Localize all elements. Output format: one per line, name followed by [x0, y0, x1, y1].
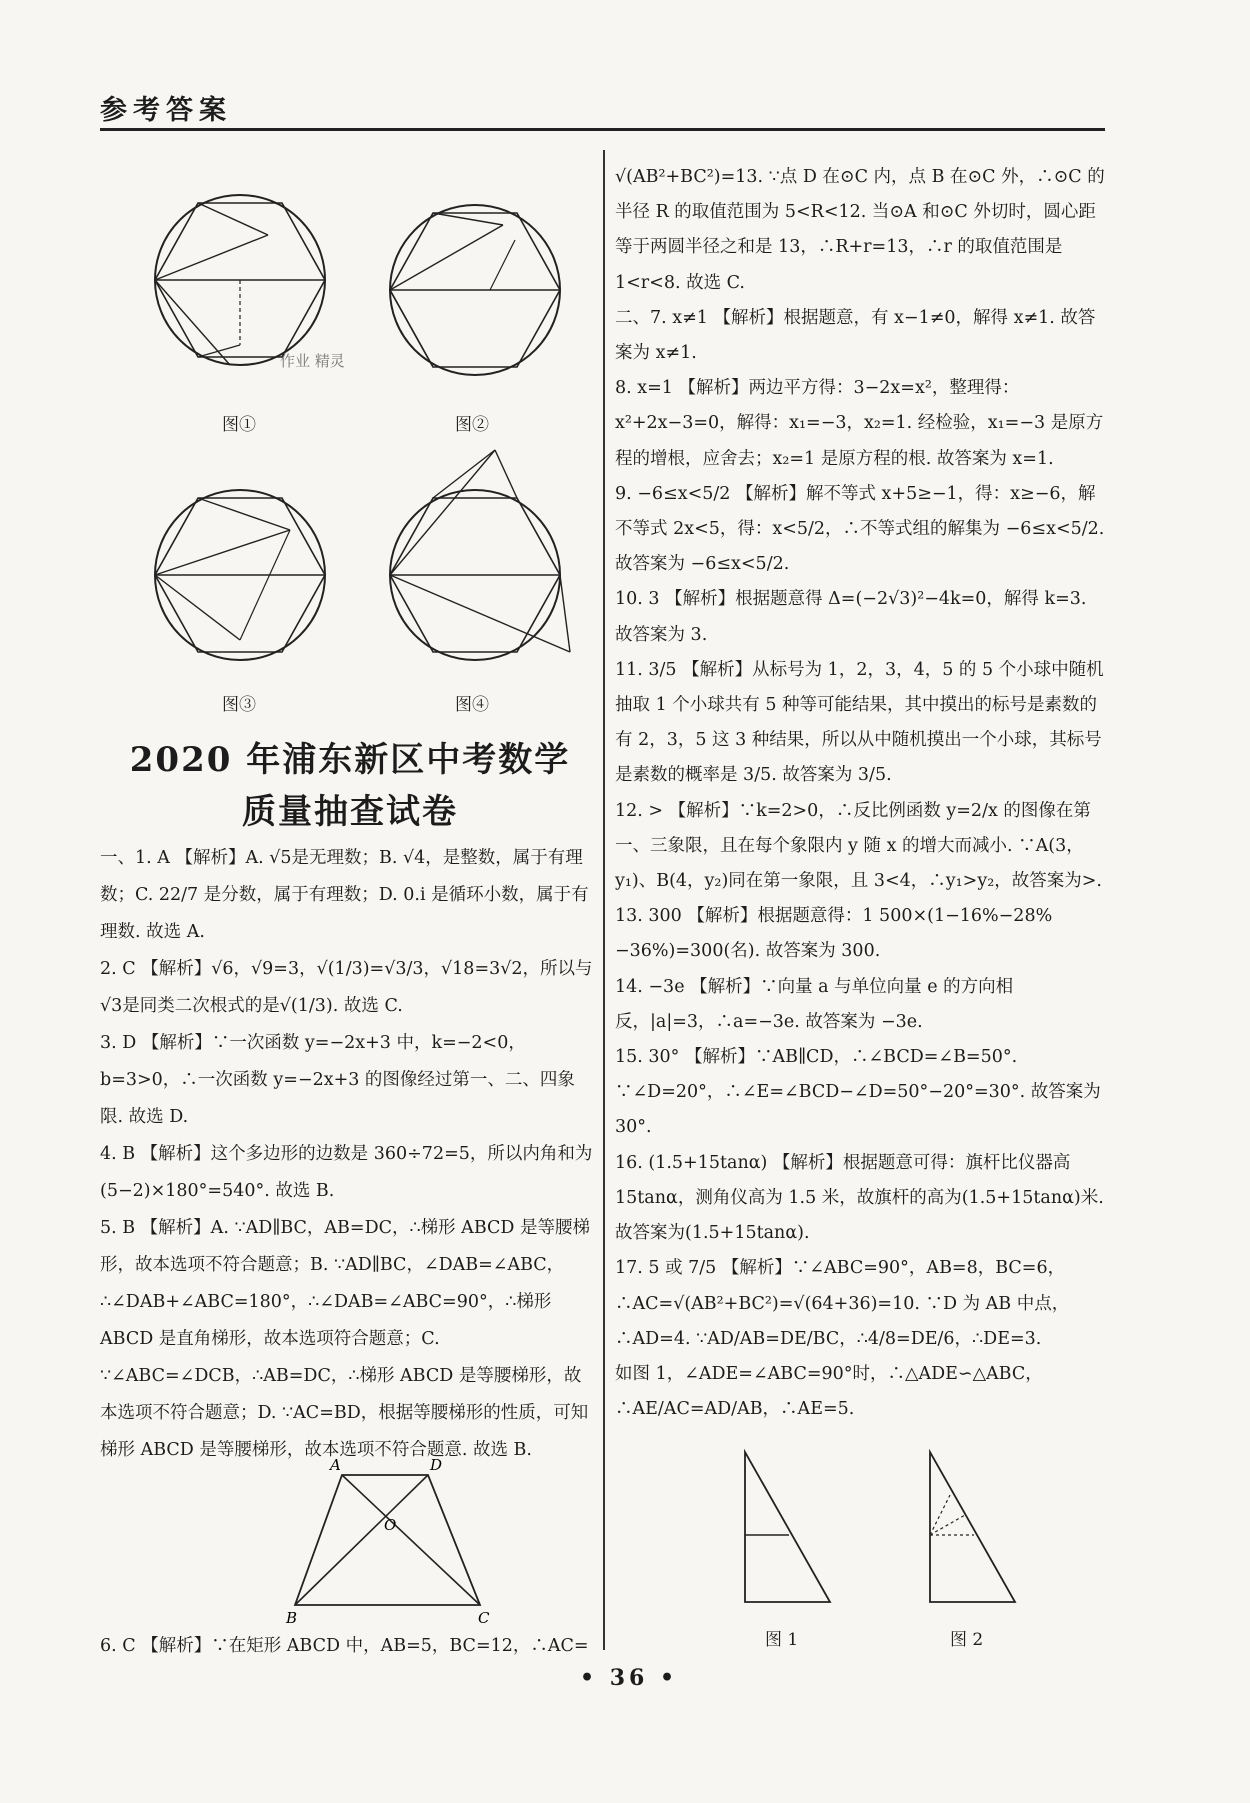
trapezoid-label-O: O: [384, 1516, 397, 1534]
watermark-stamp: 作业 精灵: [280, 352, 345, 370]
triangle-figure-1: [720, 1440, 850, 1620]
page-header-title: 参考答案: [100, 95, 232, 126]
answer-item: 如图 1，∠ADE=∠ABC=90°时，∴△ADE∽△ABC，∴AE/AC=AD/AB，∴AE=5.: [615, 1363, 1043, 1420]
answer-item: 16. (1.5+15tanα) 【解析】根据题意可得：旗杆比仪器高 15tanα，测角仪高为 1.5 米，故旗杆的高为(1.5+15tanα)米. 故答案为(1.5+15tanα).: [615, 1152, 1104, 1244]
left-answer-column: [100, 840, 595, 1469]
trapezoid-label-A: A: [330, 1456, 341, 1474]
answer-item: 3. D 【解析】∵一次函数 y=−2x+3 中，k=−2<0，b=3>0，∴一次函数 y=−2x+3 的图像经过第一、二、四象限. 故选 D.: [100, 1033, 575, 1127]
figure-3: [140, 475, 340, 675]
answer-item: 11. 3/5 【解析】从标号为 1，2，3，4，5 的 5 个小球中随机抽取 1 个小球共有 5 种等可能结果，其中摸出的标号是素数的有 2，3，5 这 3 种结果，所以从中随机摸出一个小球，其标号是素数的概率是 3/5. 故答案为 3/5.: [615, 659, 1104, 786]
answer-item: 6. C 【解析】∵在矩形 ABCD 中，AB=5，BC=12，∴AC=: [100, 1636, 589, 1656]
trapezoid-label-B: B: [286, 1609, 298, 1625]
answer-item: 8. x=1 【解析】两边平方得：3−2x=x²，整理得：x²+2x−3=0，解得：x₁=−3，x₂=1. 经检验，x₁=−3 是原方程的增根，应舍去；x₂=1 是原方程的根. 故答案为 x=1.: [615, 378, 1104, 469]
column-divider: [603, 150, 605, 1650]
answer-item: 一、1. A 【解析】A. √5是无理数；B. √4，是整数，属于有理数；C. 22/7 是分数，属于有理数；D. 0.i 是循环小数，属于有理数. 故选 A.: [100, 848, 589, 942]
header-rule: [100, 128, 1105, 131]
page-number: • 36 •: [580, 1665, 679, 1691]
answer-item: 14. −3e 【解析】∵向量 a 与单位向量 e 的方向相反，|a|=3，∴a=−3e. 故答案为 −3e.: [615, 976, 1014, 1032]
answer-item: 13. 300 【解析】根据题意得：1 500×(1−16%−28%−36%)=300(名). 故答案为 300.: [615, 906, 1053, 962]
answer-item: 二、7. x≠1 【解析】根据题意，有 x−1≠0，解得 x≠1. 故答案为 x≠1.: [615, 307, 1096, 364]
triangle-figure-2: [905, 1440, 1035, 1620]
answer-item: 15. 30° 【解析】∵AB∥CD，∴∠BCD=∠B=50°. ∵∠D=20°，∴∠E=∠BCD−∠D=50°−20°=30°. 故答案为 30°.: [615, 1047, 1101, 1138]
figure-2-caption: 图②: [455, 415, 489, 435]
figure-1-caption: 图①: [222, 415, 256, 435]
answer-item: 10. 3 【解析】根据题意得 Δ=(−2√3)²−4k=0，解得 k=3. 故答案为 3.: [615, 589, 1087, 645]
exam-title-line-2: 质量抽查试卷: [242, 792, 458, 832]
answer-item: 2. C 【解析】√6，√9=3，√(1/3)=√3/3，√18=3√2，所以与√3是同类二次根式的是√(1/3). 故选 C.: [100, 959, 593, 1016]
answer-item: 5. B 【解析】A. ∵AD∥BC，AB=DC，∴梯形 ABCD 是等腰梯形，故本选项不符合题意；B. ∵AD∥BC，∠DAB=∠ABC，∴∠DAB+∠ABC=180°，∴∠DAB=∠ABC=90°，∴梯形 ABCD 是直角梯形，故本选项符合题意；C. ∵∠ABC=∠DCB，∴AB=DC，∴梯形 ABCD 是等腰梯形，故本选项不符合题意；D. ∵AC=BD，根据等腰梯形的性质，可知梯形 ABCD 是等腰梯形，故本选项不符合题意. 故选 B.: [100, 1218, 590, 1460]
exam-title-line-1: 2020 年浦东新区中考数学: [129, 740, 571, 780]
answer-item: √(AB²+BC²)=13. ∵点 D 在⊙C 内，点 B 在⊙C 外，∴⊙C 的半径 R 的取值范围为 5<R<12. 当⊙A 和⊙C 外切时，圆心距等于两圆半径之和是 13，∴R+r=13，∴r 的取值范围是 1<r<8. 故选 C.: [615, 167, 1105, 293]
trapezoid-figure: [280, 1455, 510, 1625]
left-answer-column-end: [100, 1628, 595, 1665]
figure-4: [385, 440, 585, 675]
triangle-figure-2-caption: 图 2: [950, 1630, 984, 1650]
answer-item: 17. 5 或 7/5 【解析】∵∠ABC=90°，AB=8，BC=6，∴AC=√(AB²+BC²)=√(64+36)=10. ∵D 为 AB 中点，∴AD=4. ∵AD/AB=DE/BC，∴4/8=DE/6，∴DE=3.: [615, 1258, 1070, 1349]
trapezoid-label-D: D: [430, 1456, 443, 1474]
answer-item: 4. B 【解析】这个多边形的边数是 360÷72=5，所以内角和为(5−2)×180°=540°. 故选 B.: [100, 1144, 593, 1201]
answer-item: 12. > 【解析】∵k=2>0，∴反比例函数 y=2/x 的图像在第一、三象限，且在每个象限内 y 随 x 的增大而减小. ∵A(3，y₁)、B(4，y₂)同在第一象限，且 3<4，∴y₁>y₂，故答案为>.: [615, 800, 1102, 892]
right-answer-column: [615, 160, 1105, 1427]
figure-3-caption: 图③: [222, 695, 256, 715]
figure-2: [375, 185, 575, 395]
exam-title: [100, 734, 600, 838]
triangle-figure-1-caption: 图 1: [765, 1630, 799, 1650]
trapezoid-label-C: C: [478, 1609, 490, 1625]
answer-item: 9. −6≤x<5/2 【解析】解不等式 x+5≥−1，得：x≥−6，解不等式 2x<5，得：x<5/2，∴不等式组的解集为 −6≤x<5/2. 故答案为 −6≤x<5/2.: [615, 483, 1105, 575]
figure-4-caption: 图④: [455, 695, 489, 715]
